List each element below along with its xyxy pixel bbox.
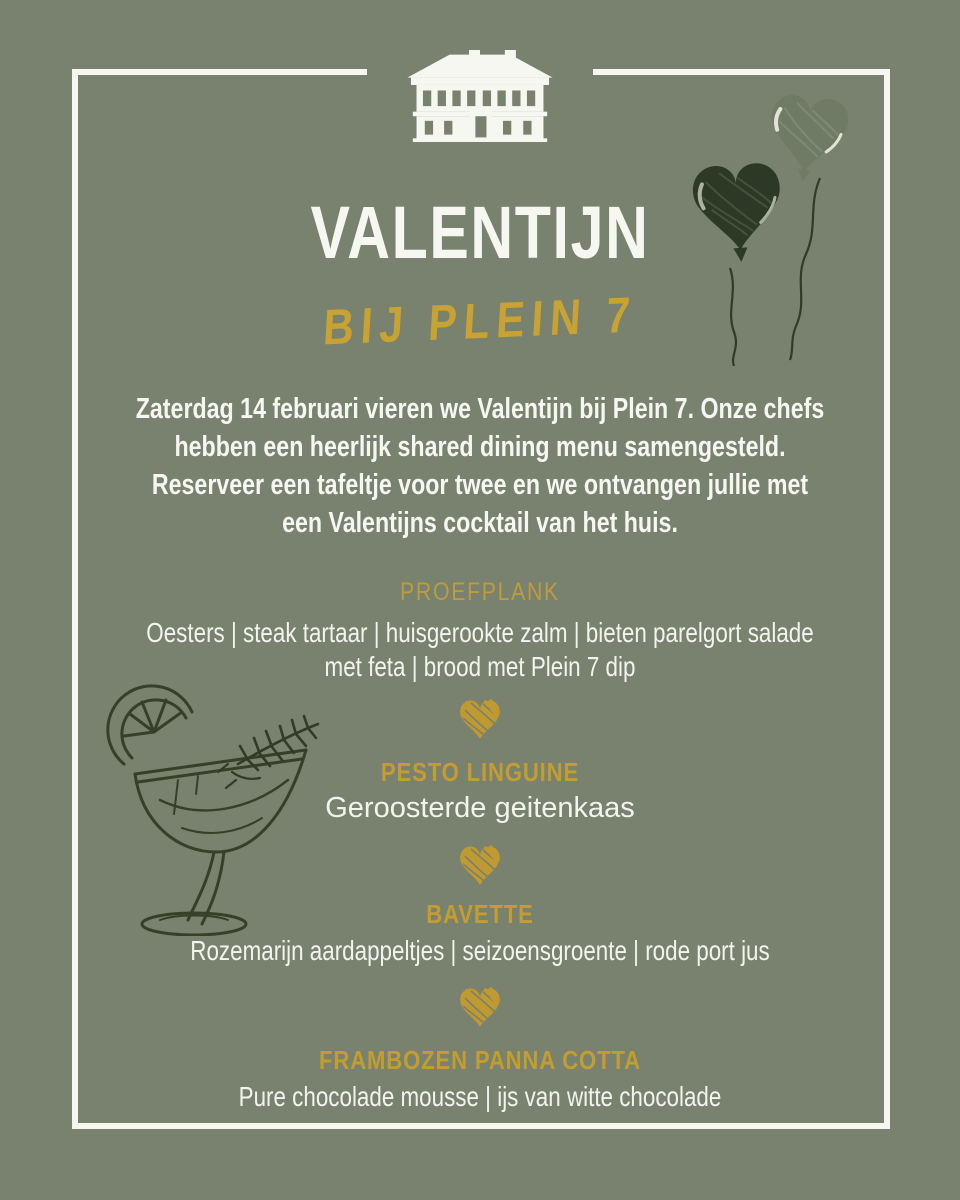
course-desc-text: Rozemarijn aardappeltjes | seizoensgroente | rode port jus xyxy=(190,935,770,966)
course-desc-text: Pure chocolade mousse | ijs van witte chocolade xyxy=(238,1081,722,1112)
poster-subtitle xyxy=(0,286,960,356)
intro-line-text: hebben een heerlijk shared dining menu samengesteld. xyxy=(174,431,786,463)
course-desc-line xyxy=(0,616,960,650)
course-desc-text: Geroosterde geitenkaas xyxy=(325,792,635,824)
poster-subtitle-text: BIJ PLEIN 7 xyxy=(321,286,639,356)
course-title-pesto-linguine xyxy=(0,758,960,786)
poster-title-text: VALENTIJN xyxy=(310,191,650,274)
intro-line-text: een Valentijns cocktail van het huis. xyxy=(282,507,678,539)
course-desc-line xyxy=(0,792,960,824)
course-desc-frambozen-panna-cotta xyxy=(0,1080,960,1114)
course-title-text: FRAMBOZEN PANNA COTTA xyxy=(319,1045,641,1075)
course-desc-pesto-linguine xyxy=(0,792,960,824)
scribble-heart-icon xyxy=(457,698,503,742)
course-desc-line xyxy=(0,650,960,684)
intro-line-text: Zaterdag 14 februari vieren we Valentijn bij Plein 7. Onze chefs xyxy=(135,393,825,425)
course-title-text: PROEFPLANK xyxy=(400,578,560,606)
intro-line xyxy=(0,428,960,466)
course-title-bavette xyxy=(0,900,960,928)
course-title-text: BAVETTE xyxy=(426,899,534,929)
scribble-heart-icon xyxy=(457,986,503,1030)
poster-title xyxy=(0,191,960,274)
course-desc-proefplank xyxy=(0,616,960,684)
course-desc-text: met feta | brood met Plein 7 dip xyxy=(324,651,636,682)
intro-line xyxy=(0,504,960,542)
course-desc-line xyxy=(0,1080,960,1114)
intro-line-text: Reserveer een tafeltje voor twee en we ontvangen jullie met xyxy=(151,469,809,501)
course-desc-text: Oesters | steak tartaar | huisgerookte zalm | bieten parelgort salade xyxy=(146,617,814,648)
course-desc-line xyxy=(0,934,960,968)
scribble-heart-icon xyxy=(457,844,503,888)
course-title-text: PESTO LINGUINE xyxy=(380,757,580,787)
course-desc-bavette xyxy=(0,934,960,968)
intro-line xyxy=(0,390,960,428)
course-title-proefplank xyxy=(0,578,960,606)
intro-paragraph xyxy=(0,390,960,542)
course-title-frambozen-panna-cotta xyxy=(0,1046,960,1074)
intro-line xyxy=(0,466,960,504)
